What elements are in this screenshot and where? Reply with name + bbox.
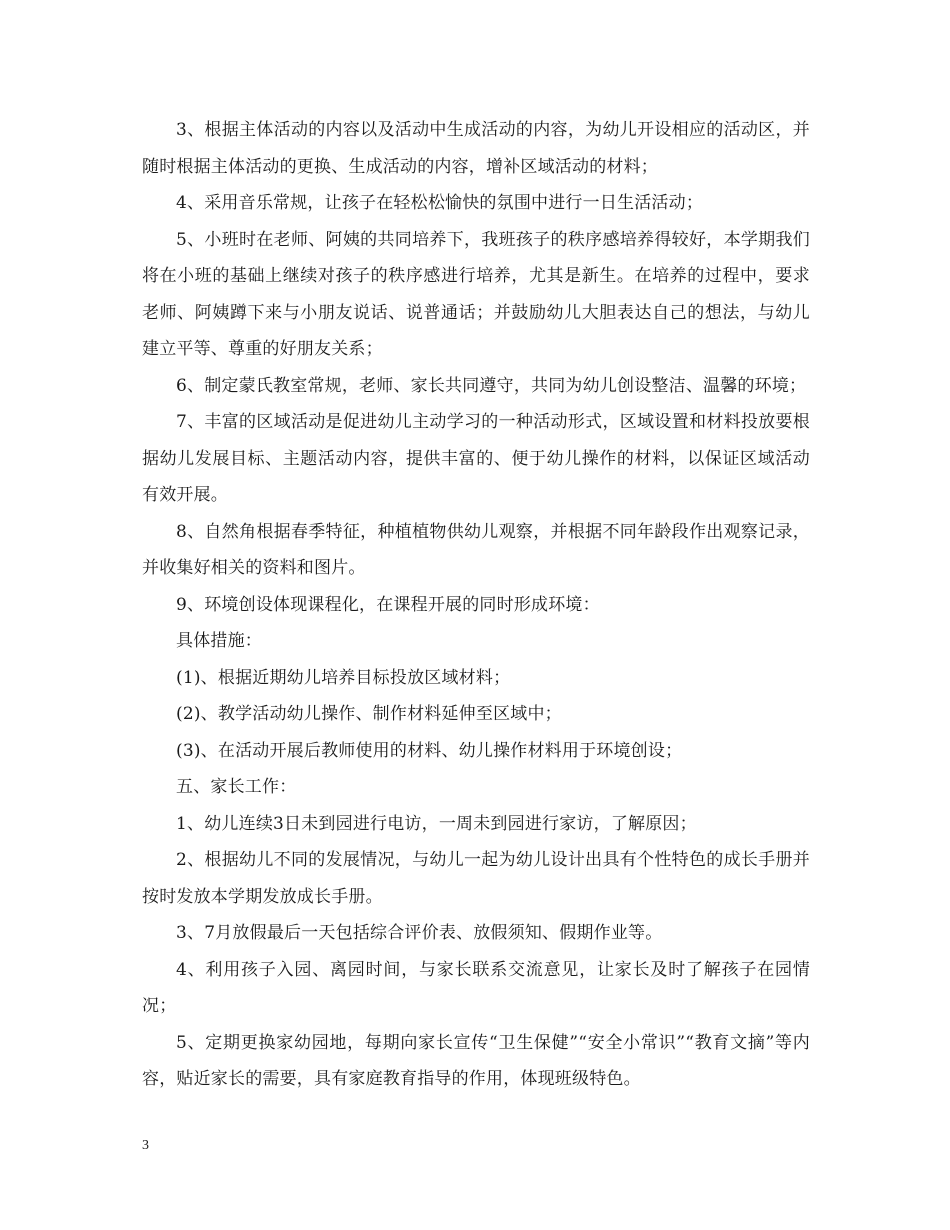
section-heading: 五、家长工作： [176, 777, 297, 797]
paragraph: 4、采用音乐常规，让孩子在轻松松愉快的氛围中进行一日生活活动； [176, 193, 704, 213]
paragraph: 4、利用孩子入园、离园时间，与家长联系交流意见，让家长及时了解孩子在园情况； [142, 959, 810, 1016]
paragraph: 1、幼儿连续3日未到园进行电访，一周未到园进行家访，了解原因； [176, 813, 697, 834]
paragraph: 5、定期更换家幼园地，每期向家长宣传“卫生保健”“安全小常识”“教育文摘”等内容，贴近家长的需要，具有家庭教育指导的作用，体现班级特色。 [142, 1032, 810, 1089]
paragraph: 3、根据主体活动的内容以及活动中生成活动的内容，为幼儿开设相应的活动区，并随时根据主体活动的更换、生成活动的内容，增补区域活动的材料； [142, 120, 810, 177]
paragraph: 2、根据幼儿不同的发展情况，与幼儿一起为幼儿设计出具有个性特色的成长手册并按时发放本学期发放成长手册。 [142, 850, 810, 907]
paragraph: (2)、教学活动幼儿操作、制作材料延伸至区域中； [176, 704, 562, 724]
page-number: 3 [142, 1138, 149, 1153]
paragraph: 9、环境创设体现课程化，在课程开展的同时形成环境： [176, 594, 600, 615]
paragraph: (1)、根据近期幼儿培养目标投放区域材料； [176, 667, 511, 688]
paragraph: 8、自然角根据春季特征，种植植物供幼儿观察，并根据不同年龄段作出观察记录，并收集好相关的资料和图片。 [142, 521, 810, 578]
paragraph: (3)、在活动开展后教师使用的材料、幼儿操作材料用于环境创设； [176, 740, 683, 761]
body-text [142, 112, 810, 1098]
paragraph: 具体措施： [176, 631, 262, 651]
paragraph: 6、制定蒙氏教室常规，老师、家长共同遵守，共同为幼儿创设整洁、温馨的环境； [176, 375, 807, 396]
paragraph: 7、丰富的区域活动是促进幼儿主动学习的一种活动形式，区域设置和材料投放要根据幼儿发展目标、主题活动内容，提供丰富的、便于幼儿操作的材料，以保证区域活动有效开展。 [142, 412, 810, 505]
paragraph: 5、小班时在老师、阿姨的共同培养下，我班孩子的秩序感培养得较好，本学期我们将在小班的基础上继续对孩子的秩序感进行培养，尤其是新生。在培养的过程中，要求老师、阿姨蹲下来与小朋友说话、说普通话；并鼓励幼儿大胆表达自己的想法，与幼儿建立平等、尊重的好朋友关系； [142, 229, 810, 359]
paragraph: 3、7月放假最后一天包括综合评价表、放假须知、假期作业等。 [176, 923, 663, 943]
